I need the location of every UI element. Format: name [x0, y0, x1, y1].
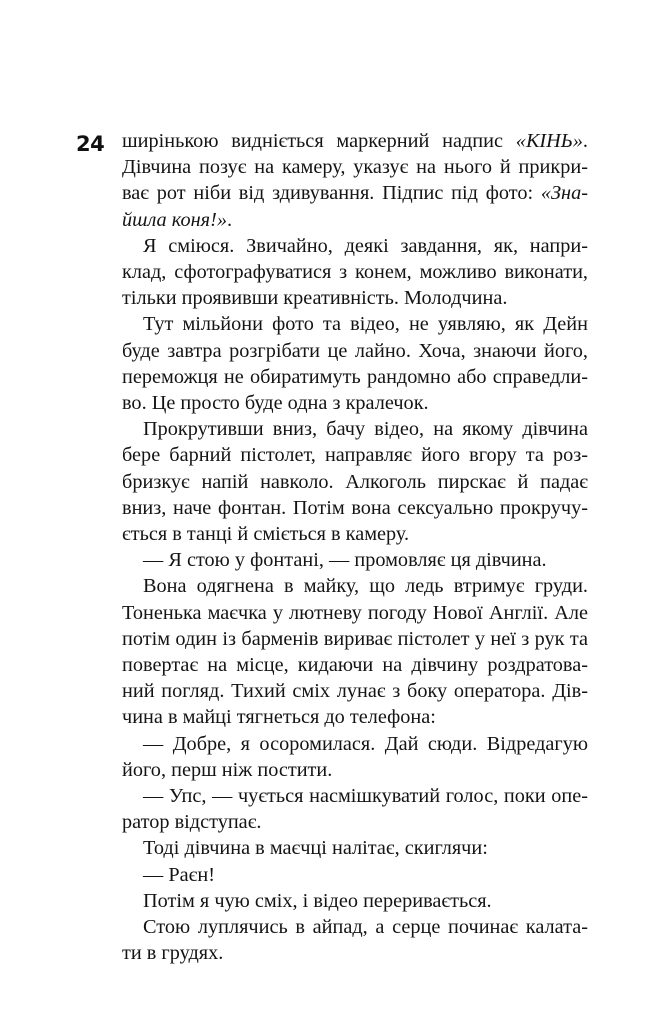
text-line: Дівчина позує на камеру, указує на нього й прикри- — [122, 156, 588, 179]
text-segment: . — [227, 208, 233, 231]
text-line: буде завтра розгрібати це лайно. Хоча, знаючи його, — [122, 339, 588, 362]
text-line: ратор відступає. — [122, 811, 262, 834]
text-line: повертає на місце, кидаючи на дівчину роздратова- — [122, 654, 588, 677]
text-line: переможця не обиратимуть рандомно або справедли- — [122, 365, 588, 388]
text-line: бере барний пістолет, направляє його вгору та роз- — [122, 444, 588, 467]
text-line: Тоненька маєчка у лютневу погоду Нової Англії. Але — [122, 601, 588, 624]
text-line: потім один із барменів вириває пістолет у неї з рук та — [122, 627, 588, 650]
text-line: — Добре, я осоромилася. Дай сюди. Відредагую — [143, 732, 588, 755]
body-text — [122, 128, 588, 967]
text-line: ний погляд. Тихий сміх лунає з боку оператора. Дів- — [122, 680, 588, 703]
text-line — [122, 180, 588, 206]
text-line: ти в грудях. — [122, 942, 224, 965]
italic-text: йшла коня!» — [122, 208, 227, 231]
text-line: бризкує напій навколо. Алкоголь пирскає й падає — [122, 470, 588, 493]
text-line: вниз, наче фонтан. Потім вона сексуально прокручу- — [122, 496, 588, 519]
text-line — [122, 207, 588, 233]
text-line: — Раєн! — [143, 863, 215, 886]
text-line: Стою луплячись в айпад, а серце починає калата- — [143, 916, 588, 939]
text-line: Прокрутивши вниз, бачу відео, на якому дівчина — [143, 418, 588, 441]
text-line: чина в майці тягнеться до телефона: — [122, 706, 436, 729]
page-number: 24 — [76, 132, 105, 156]
italic-text: «Зна- — [540, 182, 588, 205]
text-line: ється в танці й сміється в камеру. — [122, 523, 410, 546]
text-segment: . — [582, 130, 588, 152]
text-line: його, перш ніж постити. — [122, 758, 333, 781]
text-line: — Я стою у фонтані, — промовляє ця дівчина. — [143, 549, 547, 572]
text-line: клад, сфотографуватися з конем, можливо виконати, — [122, 261, 588, 284]
text-line: Вона одягнена в майку, що ледь втримує груди. — [143, 575, 588, 598]
text-line: Тоді дівчина в маєчці налітає, скиглячи: — [143, 837, 488, 860]
text-line: во. Це просто буде одна з кралечок. — [122, 392, 429, 415]
text-line: — Упс, — чується насмішкуватий голос, поки опе- — [143, 785, 588, 808]
text-segment: ширінькою видніється маркерний надпис — [122, 130, 516, 152]
text-segment: ває рот ніби від здивування. Підпис під фото: — [122, 182, 541, 205]
text-line: Я сміюся. Звичайно, деякі завдання, як, напри- — [143, 234, 588, 257]
text-line — [122, 128, 588, 154]
italic-text: «КІНЬ» — [515, 130, 583, 152]
text-line: Потім я чую сміх, і відео переривається. — [143, 889, 492, 912]
text-line: Тут мільйони фото та відео, не уявляю, як Дейн — [143, 313, 588, 336]
text-line: тільки проявивши креативність. Молодчина. — [122, 287, 508, 310]
